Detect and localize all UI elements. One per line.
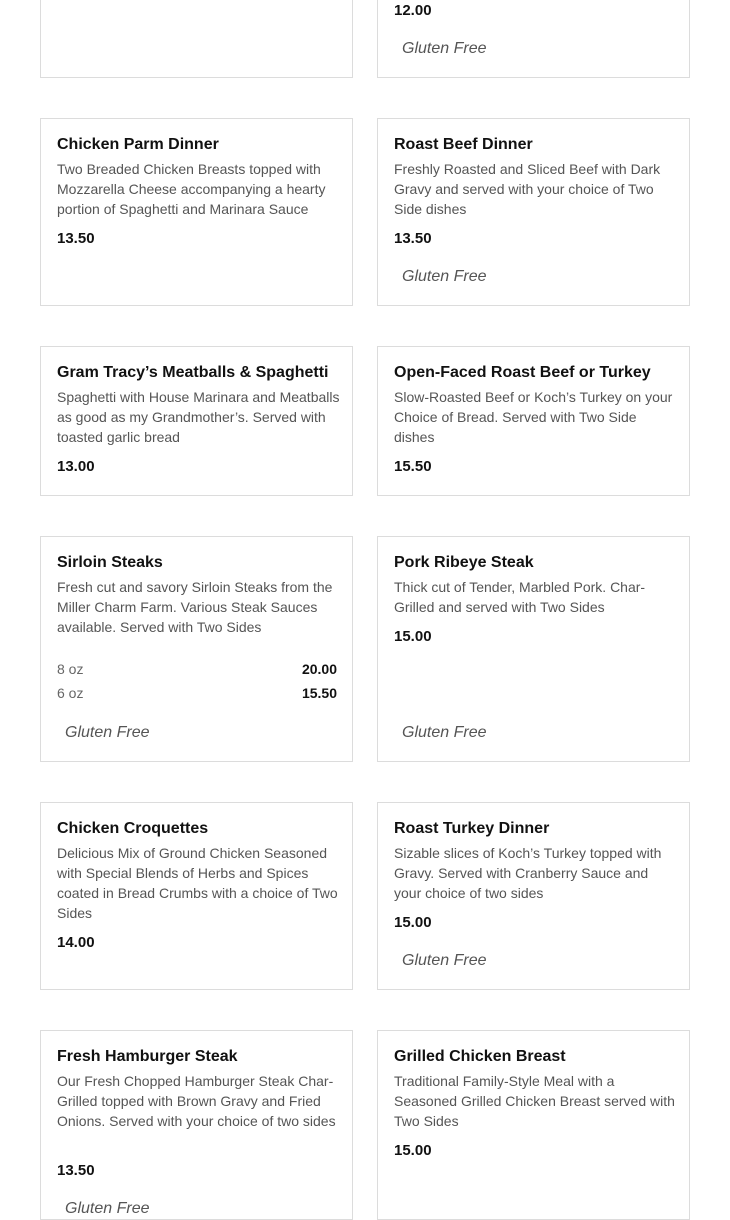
gluten-free-label: Gluten Free [402,268,487,285]
item-description: Sizable slices of Koch’s Turkey topped with Gravy. Served with Cranberry Sauce and your choice of two sides [394,845,662,901]
item-price: 15.50 [394,458,432,475]
gluten-free-label: Gluten Free [65,724,150,741]
size-label: 8 oz [57,661,84,677]
item-description: Spaghetti with House Marinara and Meatballs as good as my Grandmother’s. Served with toasted garlic bread [57,389,340,445]
menu-item-card [40,0,353,78]
item-price: 13.00 [57,458,95,475]
item-title: Pork Ribeye Steak [394,554,534,571]
menu-item-card [377,346,690,496]
menu-item-card [40,802,353,990]
item-title: Roast Turkey Dinner [394,820,550,837]
menu-item-card [377,118,690,306]
item-title: Chicken Croquettes [57,820,209,837]
menu-item-card [377,1030,690,1220]
size-option-row [57,659,337,679]
item-title: Sirloin Steaks [57,554,163,571]
size-label: 6 oz [57,685,84,701]
size-price: 15.50 [301,685,337,701]
item-price: 13.50 [57,230,95,247]
menu-item-card [377,802,690,990]
gluten-free-label: Gluten Free [65,1200,150,1217]
item-title: Roast Beef Dinner [394,136,533,153]
item-title: Chicken Parm Dinner [57,136,219,153]
item-price: 13.50 [394,230,432,247]
gluten-free-label: Gluten Free [402,40,487,57]
item-price: 15.00 [394,914,432,931]
menu-item-card [40,346,353,496]
item-description: Fresh cut and savory Sirloin Steaks from the Miller Charm Farm. Various Steak Sauces available. Served with Two Sides [57,579,333,635]
item-description: Slow-Roasted Beef or Koch’s Turkey on your Choice of Bread. Served with Two Side dishes [394,389,673,445]
item-price: 13.50 [57,1162,95,1179]
item-price: 14.00 [57,934,95,951]
item-description: Two Breaded Chicken Breasts topped with Mozzarella Cheese accompanying a hearty portion of Spaghetti and Marinara Sauce [57,161,326,217]
menu-item-card [40,536,353,762]
gluten-free-label: Gluten Free [402,952,487,969]
gluten-free-label: Gluten Free [402,724,487,741]
item-price: 15.00 [394,1142,432,1159]
menu-item-card [377,536,690,762]
menu-item-card [40,118,353,306]
item-title: Grilled Chicken Breast [394,1048,566,1065]
item-price: 12.00 [394,2,432,19]
item-price: 15.00 [394,628,432,645]
item-description: Freshly Roasted and Sliced Beef with Dark Gravy and served with your choice of Two Side dishes [394,161,661,217]
menu-item-card [377,0,690,78]
item-description: Delicious Mix of Ground Chicken Seasoned with Special Blends of Herbs and Spices coated in Bread Crumbs with a choice of Two Sides [57,845,338,921]
item-description: Thick cut of Tender, Marbled Pork. Char-Grilled and served with Two Sides [394,579,646,615]
size-price: 20.00 [301,661,337,677]
size-option-row [57,683,337,703]
item-title: Gram Tracy’s Meatballs & Spaghetti [57,364,329,381]
item-title: Fresh Hamburger Steak [57,1048,238,1065]
menu-item-card [40,1030,353,1220]
item-description: Traditional Family-Style Meal with a Seasoned Grilled Chicken Breast served with Two Sides [394,1073,675,1129]
item-title: Open-Faced Roast Beef or Turkey [394,364,651,381]
item-description: Our Fresh Chopped Hamburger Steak Char-Grilled topped with Brown Gravy and Fried Onions. Served with your choice of two sides [57,1073,336,1129]
